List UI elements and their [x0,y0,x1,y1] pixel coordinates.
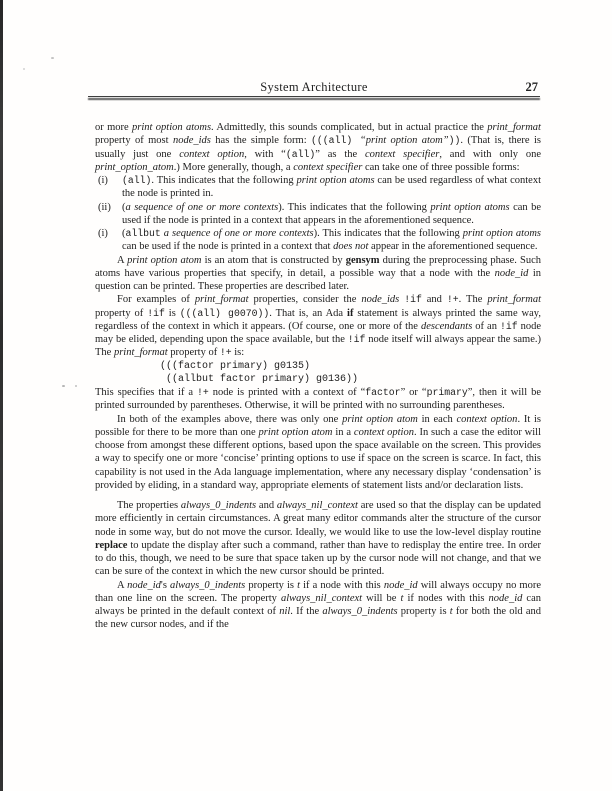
text-segment: ” as the [315,148,366,160]
text-segment: property is [245,579,298,591]
text-segment: )) [448,135,461,147]
text-segment: property is [397,606,450,617]
text-segment: descendants [420,320,473,332]
text-segment: if a node with this [300,579,384,591]
text-segment: In both of the examples above, there was only one [117,413,343,425]
text-segment: node is printed with a context of “ [208,387,366,398]
text-segment: are used so that the display can be updated more efficiently in certain circumstances. A great many editor commands alter the structure of the cursor node in some way, but do not move the cursor. Ideally, we would like to use the low-level display routine [95,500,541,538]
text-segment: factor [365,387,401,398]
text-segment: can be used if the node is printed in a context that appears in the aforementioned sequence. [122,201,542,226]
text-segment: can take one of three possible forms: [362,161,520,173]
text-segment: or more [95,122,133,133]
text-segment: node_id [494,267,529,279]
text-segment: A [117,579,128,591]
running-head-title: System Architecture [260,80,368,94]
text-segment: will be [362,592,401,604]
text-segment: allbut [125,228,161,239]
text-segment: if [347,307,354,319]
text-segment: can be used regardless of what context the node is printed in. [122,175,542,200]
text-segment: t [449,606,453,617]
text-segment: is [164,307,180,319]
list-marker: (i) [98,228,108,239]
text-segment: of an [472,320,500,332]
code-block [160,360,541,387]
text-segment: This specifies that if a [95,387,198,398]
text-segment: appear in the aforementioned sequence. [368,241,538,253]
text-segment: ). This indicates that the following [313,228,463,239]
text-segment: in question can be printed. These properties are described later. [95,267,541,292]
text-segment: print option atoms [132,122,212,133]
text-segment: print_format [487,294,541,306]
text-segment: context specifier [365,148,440,160]
text-segment: !+ [219,347,232,359]
text-segment: For examples of [117,294,195,306]
text-segment: ). This indicates that the following [278,201,431,213]
text-segment: does not [333,241,369,253]
text-segment: t [400,592,404,604]
paragraph [95,293,541,359]
text-segment: ” or “ [400,387,427,398]
text-segment: , with “ [244,148,286,160]
text-segment: , and with only one [439,148,541,160]
text-segment: can be used if the node is printed in a context that [122,241,334,253]
text-segment: a sequence of one or more contexts [163,228,314,239]
text-segment: context option [456,413,518,425]
text-segment: nil [279,606,291,617]
text-segment: will always occupy no more than one line on the screen. The property [95,579,542,604]
text-segment: .) More generally, though, a [173,161,294,173]
paragraph [95,413,541,493]
scan-speck [23,68,25,70]
text-segment: property of most [95,135,173,147]
paragraph [95,386,541,413]
text-segment: print option atoms [462,228,542,239]
text-segment: is: [231,347,245,359]
text-segment: node_id [383,579,418,591]
text-segment: property of [167,347,220,359]
text-segment: node_ids [172,135,211,147]
text-segment: replace [95,539,128,551]
text-segment: gensym [345,254,380,266]
list-item [95,227,541,254]
text-segment: always_nil_context [276,500,358,511]
paragraph [95,499,541,579]
text-segment: node itself will always appear the same.) The [95,334,541,359]
text-segment: !if [499,320,518,332]
scan-speck [62,385,65,387]
list-item-text [122,175,541,199]
text-segment: is an atom that is constructed by [201,254,346,266]
scan-speck [75,385,77,387]
text-segment: . (That is, there is usually just one [95,135,541,160]
header-rule-shadow [88,98,540,100]
page-header [88,80,540,96]
text-segment: . In such a case the editor will choose from amongst these different options, based upon the space available on the screen. This provides a way to specify one or more ‘concise’ printing options to use if space on the screen is scarce. In fact, this capability is not used in the Ada language implementation, where any necessary display ‘condensation’ is provided by eliding, in a standard way, appropriate elements of statement lists and/or declaration lists. [95,426,542,491]
text-segment: . The [458,294,488,306]
list-item-text [122,202,541,226]
list-marker: (i) [98,175,108,186]
text-segment: . If the [290,606,323,617]
list-marker: (ii) [98,201,111,213]
list-item-text [122,228,541,252]
text-segment: !if [347,334,366,345]
text-segment: . Admittedly, this sounds complicated, but in actual practice the [211,122,488,133]
text-segment: print_option_atom [95,161,174,173]
text-segment: property of [95,307,148,319]
paragraph [95,254,541,294]
text-segment: print_format [487,122,541,133]
text-segment: always_nil_context [280,592,363,604]
text-segment: node_id [127,579,161,591]
text-segment: !+ [197,387,209,398]
text-segment: and [256,500,277,511]
scan-edge-artifact [0,0,3,791]
text-segment: ”, then it will be printed surrounded by parentheses. Otherwise, it will be printed with no surrounding parentheses. [95,387,541,412]
text-segment: for both the old and the new cursor nodes, and if the [95,606,541,631]
text-segment: a sequence of one or more contexts [125,201,279,213]
text-segment: print option atoms [296,175,375,186]
text-segment: . It is possible for there to be more than one [95,413,541,438]
text-segment: context option [353,426,414,438]
paragraph [95,579,541,632]
text-segment: print option atom [342,413,418,425]
list-item [95,201,541,228]
text-segment: (((all) [311,135,360,147]
text-segment: statement is always printed the same way, regardless of the context in which it appears. (Of course, one or more of the [95,307,541,332]
text-segment: !if [147,307,165,319]
page-number: 27 [525,80,538,94]
text-segment: to update the display after such a command, rather than have to redisplay the entire tree. In order to do this, though, we need to be sure that space taken up by the cursor node will not change, and that we can be sure of the context in which the new cursor should be printed. [95,539,541,578]
text-segment: always_0_indents [170,579,246,591]
scan-speck [51,57,54,59]
text-segment: The properties [117,500,181,511]
text-segment: (all) [285,148,316,160]
text-segment: and [421,294,447,306]
paragraph [95,121,541,174]
list-item [95,174,541,201]
header-rule [88,96,540,100]
code-line: ((allbut factor primary) g0136)) [160,373,359,385]
text-segment: print_format [194,294,249,306]
text-segment: ( [122,201,126,213]
text-segment: print option atom [127,254,202,266]
text-segment: in a [332,426,354,438]
text-segment: !+ [446,294,459,306]
text-segment: node_ids [361,294,400,306]
text-segment: always_0_indents [180,500,257,511]
text-segment: t [297,579,301,591]
text-segment: context specifier [293,161,363,173]
text-segment: node may be elided, depending upon the space available, but the [95,320,541,345]
header-rule-line [88,96,540,97]
text-segment: . That is, an Ada [269,307,348,319]
text-segment: 's [160,579,170,591]
text-segment: node_id [488,592,523,604]
text-segment: during the preprocessing phase. Such atoms have various properties that specify, in detail, a possible way that a node with the [95,254,541,279]
code-line: (((factor primary) g0135) [160,360,311,372]
text-segment: A [117,254,128,266]
text-segment: !if [404,294,422,306]
text-segment: “print option atom” [359,135,449,147]
text-segment: if nodes with this [403,592,489,604]
text-segment: has the simple form: [210,135,312,147]
text-segment: print_format [113,347,168,359]
text-segment: can always be printed in the default context of [95,592,541,617]
text-segment: ( [122,228,126,239]
text-segment: (all) [122,175,152,186]
text-segment: print option atom [258,426,333,438]
text-segment: in each [417,413,457,425]
text-segment: (((all) g0070)) [179,307,270,319]
text-segment: . This indicates that the following [151,175,297,186]
text-segment: primary [426,387,468,398]
text-segment: print option atoms [430,201,510,213]
page-body [95,121,541,632]
text-segment: properties, consider the [248,294,362,306]
text-segment: context option [179,148,245,160]
text-segment: always_0_indents [322,606,398,617]
